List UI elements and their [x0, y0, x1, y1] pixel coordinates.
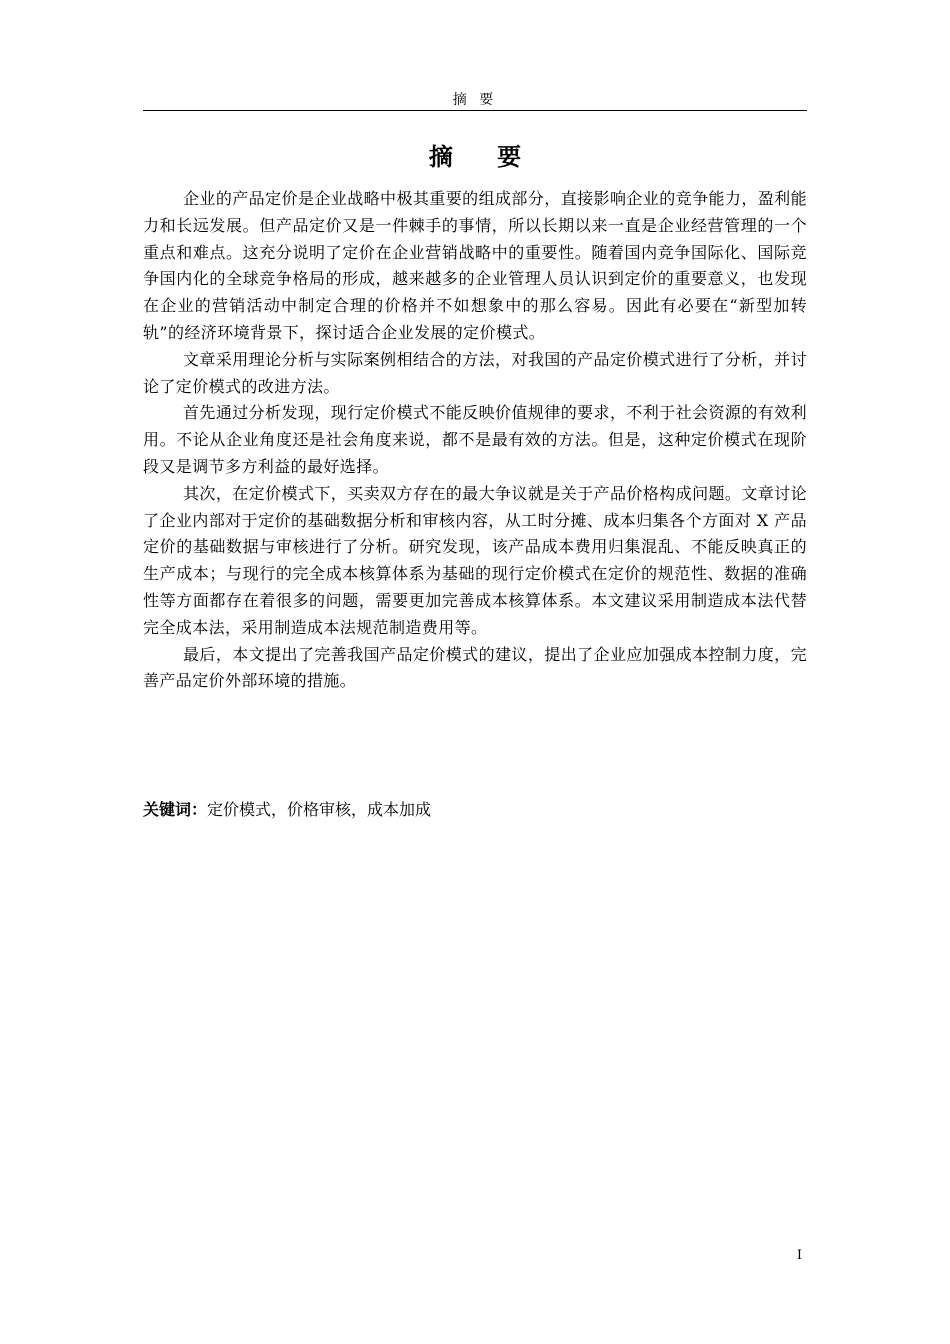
- paragraph: 其次，在定价模式下，买卖双方存在的最大争议就是关于产品价格构成问题。文章讨论了企业内部对于定价的基础数据分析和审核内容，从工时分摊、成本归集各个方面对 X 产品定价的基础数据与审核进行了分析。研究发现，该产品成本费用归集混乱、不能反映真正的生产成本；与现行的完全成本核算体系为基础的现行定价模式在定价的规范性、数据的准确性等方面都存在着很多的问题，需要更加完善成本核算体系。本文建议采用制造成本法代替完全成本法，采用制造成本法规范制造费用等。: [143, 483, 807, 637]
- paragraph: 企业的产品定价是企业战略中极其重要的组成部分，直接影响企业的竞争能力，盈利能力和长远发展。但产品定价又是一件棘手的事情，所以长期以来一直是企业经营管理的一个重点和难点。这充分说明了定价在企业营销战略中的重要性。随着国内竞争国际化、国际竞争国内化的全球竞争格局的形成，越来越多的企业管理人员认识到定价的重要意义，也发现在企业的营销活动中制定合理的价格并不如想象中的那么容易。因此有必要在“新型加转轨”的经济环境背景下，探讨适合企业发展的定价模式。: [143, 189, 807, 342]
- page-number: I: [796, 1248, 802, 1263]
- keywords-label: 关键词：: [143, 800, 208, 819]
- keywords-line: [143, 797, 807, 823]
- paragraph: 首先通过分析发现，现行定价模式不能反映价值规律的要求，不利于社会资源的有效利用。不论从企业角度还是社会角度来说，都不是最有效的方法。但是，这种定价模式在现阶段又是调节多方利益的最好选择。: [143, 403, 807, 476]
- keywords-value: 定价模式，价格审核，成本加成: [207, 800, 432, 819]
- header-rule: [143, 110, 807, 111]
- abstract-body: [143, 186, 807, 695]
- paragraph: 最后，本文提出了完善我国产品定价模式的建议，提出了企业应加强成本控制力度，完善产品定价外部环境的措施。: [143, 644, 807, 691]
- page-title: 摘 要: [428, 143, 540, 171]
- running-header: 摘 要: [452, 92, 498, 108]
- paragraph: 文章采用理论分析与实际案例相结合的方法，对我国的产品定价模式进行了分析，并讨论了定价模式的改进方法。: [143, 349, 807, 396]
